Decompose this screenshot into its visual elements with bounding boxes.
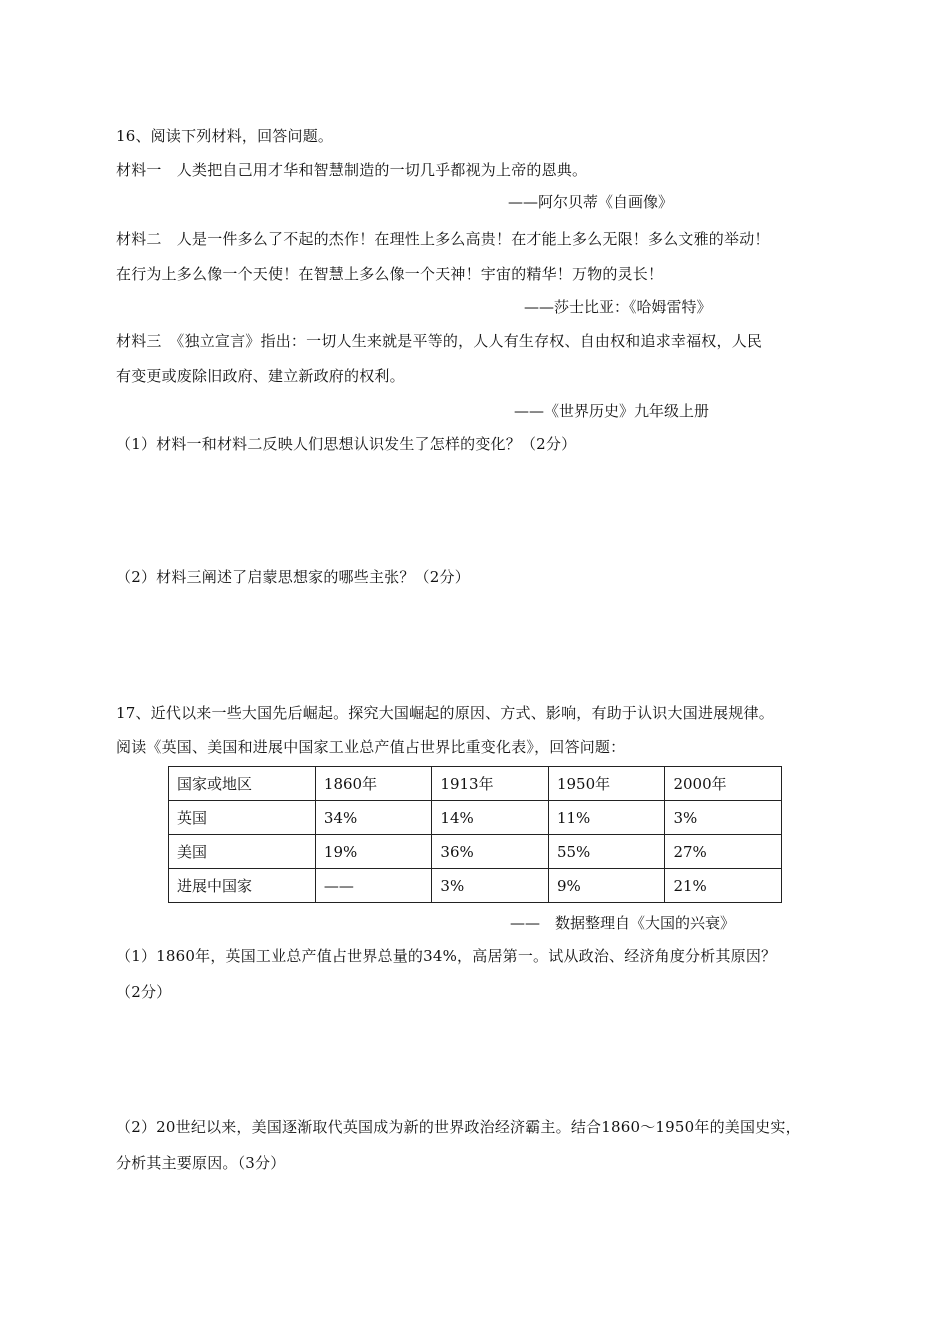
- table-header-cell: 1950年: [548, 767, 665, 801]
- table-cell: 美国: [169, 835, 316, 869]
- q17-question-1-line-2: （2分）: [116, 983, 172, 1001]
- q16-material-3-source: ——《世界历史》九年级上册: [514, 402, 710, 420]
- table-row: [169, 869, 782, 903]
- table-cell: 34%: [315, 801, 432, 835]
- industrial-output-table: [168, 766, 782, 903]
- table-cell: 进展中国家: [169, 869, 316, 903]
- q17-question-2-line-2: 分析其主要原因。（3分）: [116, 1154, 286, 1172]
- q16-material-1: 材料一 人类把自己用才华和智慧制造的一切几乎都视为上帝的恩典。: [116, 161, 588, 179]
- table-header-cell: 1860年: [315, 767, 432, 801]
- table-row: [169, 835, 782, 869]
- q17-question-2-line-1: （2）20世纪以来，美国逐渐取代英国成为新的世界政治经济霸主。结合1860～1950年的美国史实，: [116, 1118, 801, 1136]
- table-cell: ——: [315, 869, 432, 903]
- q16-title: 16、阅读下列材料，回答问题。: [116, 127, 334, 145]
- q16-material-3-line-2: 有变更或废除旧政府、建立新政府的权利。: [116, 367, 405, 385]
- q17-intro-line-1: 17、近代以来一些大国先后崛起。探究大国崛起的原因、方式、影响，有助于认识大国进展规律。: [116, 704, 774, 722]
- table-cell: 11%: [548, 801, 665, 835]
- table-cell: 3%: [665, 801, 782, 835]
- q16-material-2-source: ——莎士比亚：《哈姆雷特》: [524, 298, 712, 316]
- table-cell: 3%: [432, 869, 549, 903]
- table-cell: 14%: [432, 801, 549, 835]
- table-header-row: [169, 767, 782, 801]
- q17-question-1-line-1: （1）1860年，英国工业总产值占世界总量的34%，高居第一。试从政治、经济角度分析其原因？: [116, 947, 777, 965]
- q16-material-2-line-1: 材料二 人是一件多么了不起的杰作！在理性上多么高贵！在才能上多么无限！多么文雅的举动！: [116, 230, 770, 248]
- table-header-cell: 1913年: [432, 767, 549, 801]
- q16-question-2: （2）材料三阐述了启蒙思想家的哪些主张？（2分）: [116, 568, 470, 586]
- q16-material-1-source: ——阿尔贝蒂《自画像》: [508, 193, 674, 211]
- table-cell: 21%: [665, 869, 782, 903]
- q16-question-1: （1）材料一和材料二反映人们思想认识发生了怎样的变化？（2分）: [116, 435, 577, 453]
- q16-material-2-line-2: 在行为上多么像一个天使！在智慧上多么像一个天神！宇宙的精华！万物的灵长！: [116, 265, 664, 283]
- table-cell: 9%: [548, 869, 665, 903]
- table-cell: 55%: [548, 835, 665, 869]
- table-cell: 英国: [169, 801, 316, 835]
- q17-intro-line-2: 阅读《英国、美国和进展中国家工业总产值占世界比重变化表》，回答问题：: [116, 738, 626, 756]
- table-header-cell: 国家或地区: [169, 767, 316, 801]
- table-row: [169, 801, 782, 835]
- table-source: —— 数据整理自《大国的兴衰》: [510, 914, 736, 932]
- table-cell: 36%: [432, 835, 549, 869]
- q16-material-3-line-1: 材料三 《独立宣言》指出：一切人生来就是平等的，人人有生存权、自由权和追求幸福权，人民: [116, 332, 763, 350]
- table-header-cell: 2000年: [665, 767, 782, 801]
- table-cell: 19%: [315, 835, 432, 869]
- table-cell: 27%: [665, 835, 782, 869]
